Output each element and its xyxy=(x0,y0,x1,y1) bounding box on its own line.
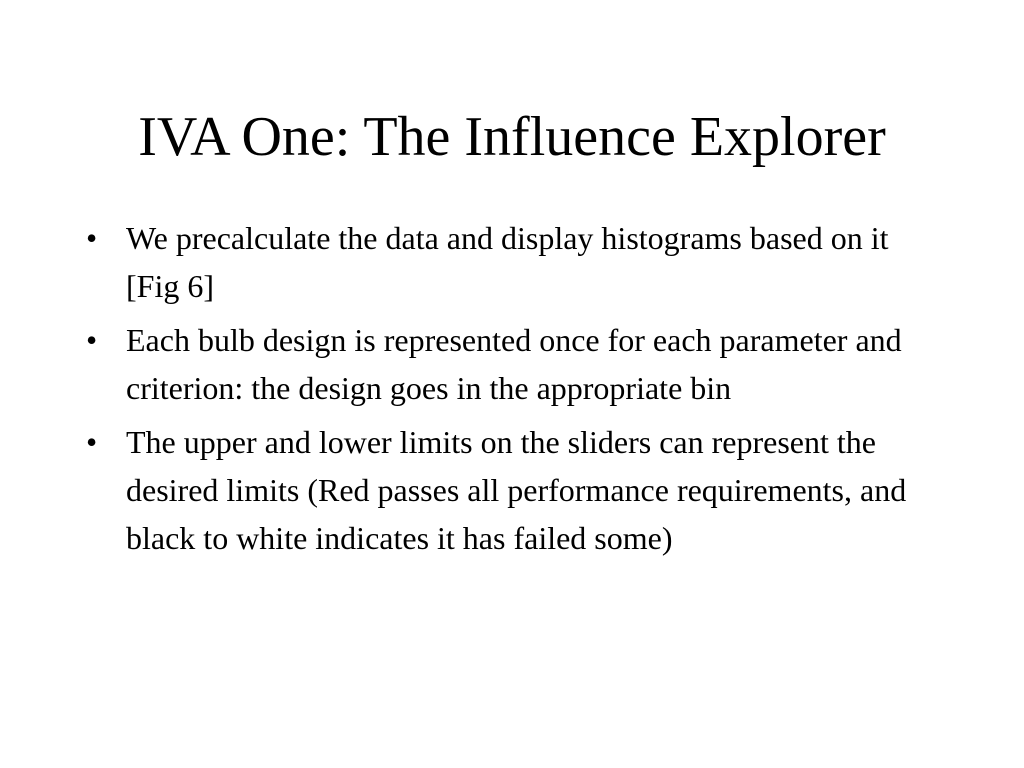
slide-title: IVA One: The Influence Explorer xyxy=(138,106,886,168)
bullet-item xyxy=(84,418,914,562)
bullet-icon: • xyxy=(86,424,98,460)
bullet-icon: • xyxy=(86,220,98,256)
bullet-icon: • xyxy=(86,322,98,358)
bullet-text: The upper and lower limits on the sliders can represent the desired limits (Red passes all performance requirements, and black to white indicates it has failed some) xyxy=(126,424,907,556)
bullet-item xyxy=(84,214,914,310)
bullet-text: We precalculate the data and display histograms based on it [Fig 6] xyxy=(126,220,889,304)
bullet-text: Each bulb design is represented once for each parameter and criterion: the design goes in the appropriate bin xyxy=(126,322,902,406)
bullet-item xyxy=(84,316,914,412)
bullet-list xyxy=(84,214,914,568)
